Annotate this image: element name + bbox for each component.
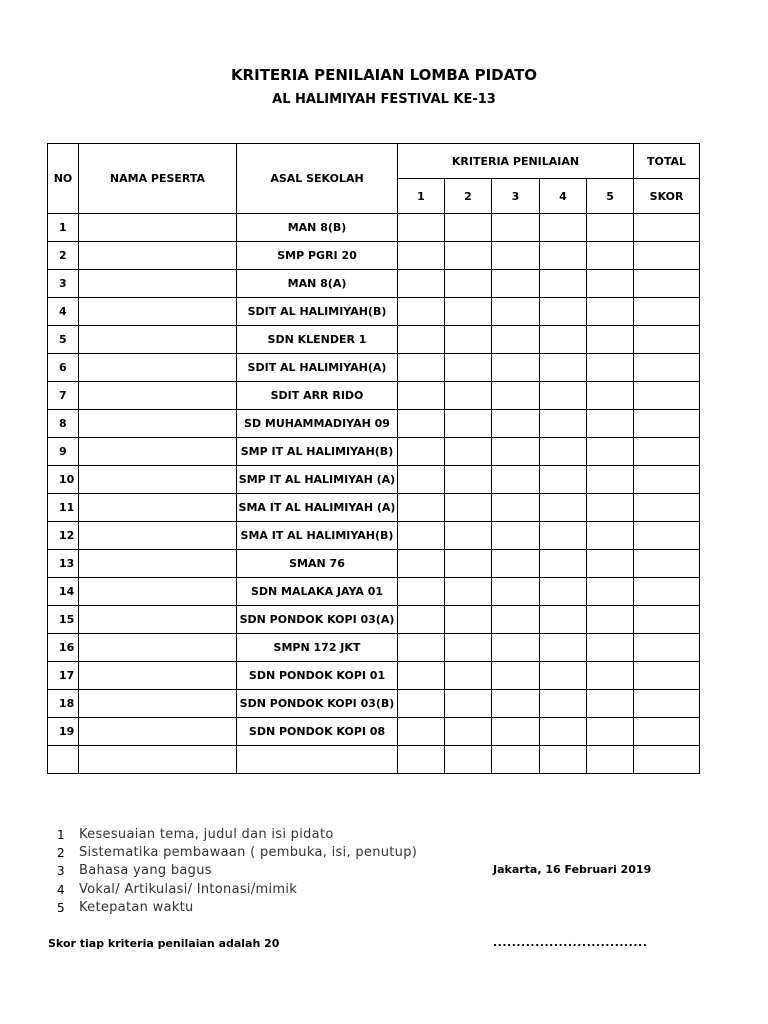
score-cell-criteria-5: [587, 718, 634, 746]
score-cell-criteria-5: [587, 354, 634, 382]
score-cell-criteria-5: [587, 606, 634, 634]
criteria-item: [57, 844, 417, 862]
score-cell-criteria-4: [540, 522, 587, 550]
table-row: [48, 662, 700, 690]
score-cell-criteria-3: [492, 214, 540, 242]
score-cell-criteria-5: [587, 578, 634, 606]
criteria-item: [57, 881, 417, 899]
score-cell-criteria-2: [445, 522, 492, 550]
asal-sekolah-cell: SDIT AL HALIMIYAH(B): [237, 298, 398, 326]
score-cell-criteria-2: [445, 410, 492, 438]
score-cell-criteria-2: [445, 438, 492, 466]
nama-peserta-cell: [79, 438, 237, 466]
score-cell-criteria-4: [540, 718, 587, 746]
criteria-item: [57, 826, 417, 844]
total-skor-cell: [634, 466, 700, 494]
score-cell-criteria-4: [540, 242, 587, 270]
score-cell-criteria-1: [398, 522, 445, 550]
score-cell-criteria-3: [492, 298, 540, 326]
score-cell-criteria-1: [398, 214, 445, 242]
score-cell-criteria-4: [540, 382, 587, 410]
asal-sekolah-cell: MAN 8(B): [237, 214, 398, 242]
table-body: [48, 214, 700, 774]
score-cell-criteria-2: [445, 466, 492, 494]
city-date: Jakarta, 16 Februari 2019: [493, 863, 652, 876]
total-skor-cell: [634, 494, 700, 522]
row-number: 12: [48, 522, 79, 550]
header-asal-sekolah: ASAL SEKOLAH: [237, 144, 398, 214]
table-row: [48, 382, 700, 410]
score-cell-criteria-3: [492, 326, 540, 354]
asal-sekolah-cell: SDN MALAKA JAYA 01: [237, 578, 398, 606]
asal-sekolah-cell: SDIT AL HALIMIYAH(A): [237, 354, 398, 382]
score-cell-criteria-4: [540, 746, 587, 774]
criteria-number: 2: [57, 846, 65, 861]
criteria-list: [57, 826, 417, 917]
total-skor-cell: [634, 382, 700, 410]
table-row: [48, 438, 700, 466]
row-number: 18: [48, 690, 79, 718]
criteria-number: 3: [57, 864, 65, 879]
criteria-item: [57, 862, 417, 880]
total-skor-cell: [634, 410, 700, 438]
table-row: [48, 550, 700, 578]
row-number: 15: [48, 606, 79, 634]
asal-sekolah-cell: SMP IT AL HALIMIYAH(B): [237, 438, 398, 466]
row-number: 1: [48, 214, 79, 242]
score-cell-criteria-5: [587, 466, 634, 494]
score-cell-criteria-3: [492, 746, 540, 774]
table-row: [48, 242, 700, 270]
criteria-text: Ketepatan waktu: [79, 899, 194, 915]
score-cell-criteria-4: [540, 326, 587, 354]
score-cell-criteria-2: [445, 326, 492, 354]
nama-peserta-cell: [79, 606, 237, 634]
total-skor-cell: [634, 718, 700, 746]
score-cell-criteria-1: [398, 578, 445, 606]
score-cell-criteria-2: [445, 270, 492, 298]
header-criteria-1: 1: [398, 179, 445, 214]
score-cell-criteria-1: [398, 690, 445, 718]
header-nama-peserta: NAMA PESERTA: [79, 144, 237, 214]
score-table: [47, 143, 700, 774]
nama-peserta-cell: [79, 494, 237, 522]
row-number: 2: [48, 242, 79, 270]
score-cell-criteria-5: [587, 550, 634, 578]
asal-sekolah-cell: SD MUHAMMADIYAH 09: [237, 410, 398, 438]
header-total: TOTAL: [634, 144, 700, 179]
total-skor-cell: [634, 746, 700, 774]
table-row: [48, 522, 700, 550]
asal-sekolah-cell: SDN KLENDER 1: [237, 326, 398, 354]
row-number: 3: [48, 270, 79, 298]
table-row: [48, 298, 700, 326]
total-skor-cell: [634, 522, 700, 550]
score-cell-criteria-1: [398, 410, 445, 438]
asal-sekolah-cell: SMAN 76: [237, 550, 398, 578]
row-number: 4: [48, 298, 79, 326]
score-cell-criteria-2: [445, 242, 492, 270]
total-skor-cell: [634, 690, 700, 718]
score-cell-criteria-1: [398, 494, 445, 522]
row-number: 19: [48, 718, 79, 746]
nama-peserta-cell: [79, 522, 237, 550]
asal-sekolah-cell: SMP PGRI 20: [237, 242, 398, 270]
score-cell-criteria-3: [492, 662, 540, 690]
nama-peserta-cell: [79, 634, 237, 662]
table-row: [48, 746, 700, 774]
document-title: KRITERIA PENILAIAN LOMBA PIDATO: [230, 66, 538, 84]
nama-peserta-cell: [79, 746, 237, 774]
score-cell-criteria-3: [492, 438, 540, 466]
nama-peserta-cell: [79, 326, 237, 354]
score-cell-criteria-1: [398, 298, 445, 326]
total-skor-cell: [634, 354, 700, 382]
criteria-item: [57, 899, 417, 917]
score-cell-criteria-3: [492, 634, 540, 662]
asal-sekolah-cell: MAN 8(A): [237, 270, 398, 298]
score-cell-criteria-1: [398, 270, 445, 298]
total-skor-cell: [634, 270, 700, 298]
asal-sekolah-cell: SMA IT AL HALIMIYAH (A): [237, 494, 398, 522]
score-cell-criteria-3: [492, 578, 540, 606]
header-no: NO: [48, 144, 79, 214]
score-cell-criteria-2: [445, 550, 492, 578]
score-cell-criteria-5: [587, 690, 634, 718]
table-row: [48, 326, 700, 354]
score-cell-criteria-3: [492, 550, 540, 578]
criteria-number: 1: [57, 828, 65, 842]
criteria-text: Bahasa yang bagus: [79, 863, 212, 879]
asal-sekolah-cell: SDN PONDOK KOPI 03(B): [237, 690, 398, 718]
score-cell-criteria-3: [492, 466, 540, 494]
total-skor-cell: [634, 326, 700, 354]
score-cell-criteria-3: [492, 270, 540, 298]
table-row: [48, 354, 700, 382]
nama-peserta-cell: [79, 662, 237, 690]
table-row: [48, 410, 700, 438]
total-skor-cell: [634, 634, 700, 662]
header-criteria-2: 2: [445, 179, 492, 214]
score-cell-criteria-2: [445, 298, 492, 326]
score-cell-criteria-5: [587, 410, 634, 438]
table-row: [48, 634, 700, 662]
nama-peserta-cell: [79, 298, 237, 326]
score-cell-criteria-4: [540, 634, 587, 662]
row-number: 16: [48, 634, 79, 662]
nama-peserta-cell: [79, 382, 237, 410]
score-cell-criteria-5: [587, 438, 634, 466]
score-cell-criteria-2: [445, 662, 492, 690]
score-cell-criteria-3: [492, 522, 540, 550]
criteria-text: Kesesuaian tema, judul dan isi pidato: [79, 827, 334, 842]
score-cell-criteria-3: [492, 606, 540, 634]
row-number: 11: [48, 494, 79, 522]
score-cell-criteria-4: [540, 410, 587, 438]
score-cell-criteria-4: [540, 354, 587, 382]
row-number: [48, 746, 79, 774]
total-skor-cell: [634, 242, 700, 270]
asal-sekolah-cell: SDN PONDOK KOPI 08: [237, 718, 398, 746]
score-cell-criteria-2: [445, 718, 492, 746]
nama-peserta-cell: [79, 550, 237, 578]
criteria-number: 5: [57, 900, 65, 915]
score-cell-criteria-2: [445, 578, 492, 606]
score-cell-criteria-3: [492, 382, 540, 410]
score-cell-criteria-4: [540, 214, 587, 242]
criteria-number: 4: [57, 882, 65, 897]
score-cell-criteria-5: [587, 270, 634, 298]
score-cell-criteria-5: [587, 242, 634, 270]
nama-peserta-cell: [79, 578, 237, 606]
score-cell-criteria-4: [540, 270, 587, 298]
score-cell-criteria-5: [587, 662, 634, 690]
score-cell-criteria-4: [540, 438, 587, 466]
row-number: 13: [48, 550, 79, 578]
criteria-text: Sistematika pembawaan ( pembuka, isi, penutup): [79, 845, 418, 861]
table-row: [48, 494, 700, 522]
score-cell-criteria-4: [540, 606, 587, 634]
score-cell-criteria-1: [398, 550, 445, 578]
row-number: 6: [48, 354, 79, 382]
asal-sekolah-cell: SDN PONDOK KOPI 03(A): [237, 606, 398, 634]
score-cell-criteria-5: [587, 494, 634, 522]
header-criteria-4: 4: [540, 179, 587, 214]
nama-peserta-cell: [79, 214, 237, 242]
header-criteria-5: 5: [587, 179, 634, 214]
table-row: [48, 578, 700, 606]
asal-sekolah-cell: SMA IT AL HALIMIYAH(B): [237, 522, 398, 550]
score-cell-criteria-3: [492, 494, 540, 522]
score-cell-criteria-5: [587, 634, 634, 662]
row-number: 17: [48, 662, 79, 690]
score-cell-criteria-2: [445, 354, 492, 382]
total-skor-cell: [634, 578, 700, 606]
header-criteria-3: 3: [492, 179, 540, 214]
score-cell-criteria-1: [398, 438, 445, 466]
score-cell-criteria-5: [587, 522, 634, 550]
score-cell-criteria-1: [398, 354, 445, 382]
score-cell-criteria-4: [540, 662, 587, 690]
score-cell-criteria-3: [492, 354, 540, 382]
score-cell-criteria-2: [445, 746, 492, 774]
table-row: [48, 718, 700, 746]
score-cell-criteria-4: [540, 494, 587, 522]
score-cell-criteria-1: [398, 606, 445, 634]
nama-peserta-cell: [79, 690, 237, 718]
table-row: [48, 214, 700, 242]
score-cell-criteria-1: [398, 662, 445, 690]
asal-sekolah-cell: SDIT ARR RIDO: [237, 382, 398, 410]
nama-peserta-cell: [79, 242, 237, 270]
row-number: 14: [48, 578, 79, 606]
nama-peserta-cell: [79, 718, 237, 746]
row-number: 7: [48, 382, 79, 410]
score-cell-criteria-1: [398, 466, 445, 494]
score-cell-criteria-2: [445, 690, 492, 718]
score-note: Skor tiap kriteria penilaian adalah 20: [48, 937, 280, 950]
asal-sekolah-cell: SMP IT AL HALIMIYAH (A): [237, 466, 398, 494]
row-number: 9: [48, 438, 79, 466]
score-cell-criteria-4: [540, 578, 587, 606]
header-kriteria-penilaian: KRITERIA PENILAIAN: [398, 144, 634, 179]
asal-sekolah-cell: SDN PONDOK KOPI 01: [237, 662, 398, 690]
total-skor-cell: [634, 438, 700, 466]
score-cell-criteria-4: [540, 466, 587, 494]
score-cell-criteria-3: [492, 690, 540, 718]
score-cell-criteria-2: [445, 634, 492, 662]
total-skor-cell: [634, 298, 700, 326]
nama-peserta-cell: [79, 466, 237, 494]
score-cell-criteria-3: [492, 410, 540, 438]
total-skor-cell: [634, 606, 700, 634]
score-cell-criteria-5: [587, 326, 634, 354]
score-cell-criteria-1: [398, 242, 445, 270]
nama-peserta-cell: [79, 354, 237, 382]
nama-peserta-cell: [79, 270, 237, 298]
document-subtitle: AL HALIMIYAH FESTIVAL KE-13: [272, 92, 496, 107]
score-cell-criteria-4: [540, 298, 587, 326]
row-number: 10: [48, 466, 79, 494]
row-number: 5: [48, 326, 79, 354]
asal-sekolah-cell: [237, 746, 398, 774]
score-cell-criteria-1: [398, 382, 445, 410]
criteria-text: Vokal/ Artikulasi/ Intonasi/mimik: [79, 881, 298, 897]
score-cell-criteria-1: [398, 634, 445, 662]
table-row: [48, 270, 700, 298]
score-cell-criteria-2: [445, 382, 492, 410]
total-skor-cell: [634, 214, 700, 242]
score-cell-criteria-2: [445, 214, 492, 242]
score-cell-criteria-3: [492, 242, 540, 270]
score-cell-criteria-1: [398, 326, 445, 354]
header-skor: SKOR: [634, 179, 700, 214]
score-cell-criteria-5: [587, 382, 634, 410]
score-cell-criteria-4: [540, 550, 587, 578]
score-cell-criteria-3: [492, 718, 540, 746]
score-cell-criteria-1: [398, 718, 445, 746]
score-cell-criteria-2: [445, 606, 492, 634]
score-cell-criteria-2: [445, 494, 492, 522]
score-cell-criteria-5: [587, 214, 634, 242]
table-row: [48, 690, 700, 718]
asal-sekolah-cell: SMPN 172 JKT: [237, 634, 398, 662]
table-row: [48, 606, 700, 634]
nama-peserta-cell: [79, 410, 237, 438]
score-cell-criteria-4: [540, 690, 587, 718]
score-cell-criteria-5: [587, 298, 634, 326]
total-skor-cell: [634, 550, 700, 578]
row-number: 8: [48, 410, 79, 438]
table-row: [48, 466, 700, 494]
total-skor-cell: [634, 662, 700, 690]
score-cell-criteria-1: [398, 746, 445, 774]
signature-line: .................................: [493, 936, 648, 949]
score-cell-criteria-5: [587, 746, 634, 774]
